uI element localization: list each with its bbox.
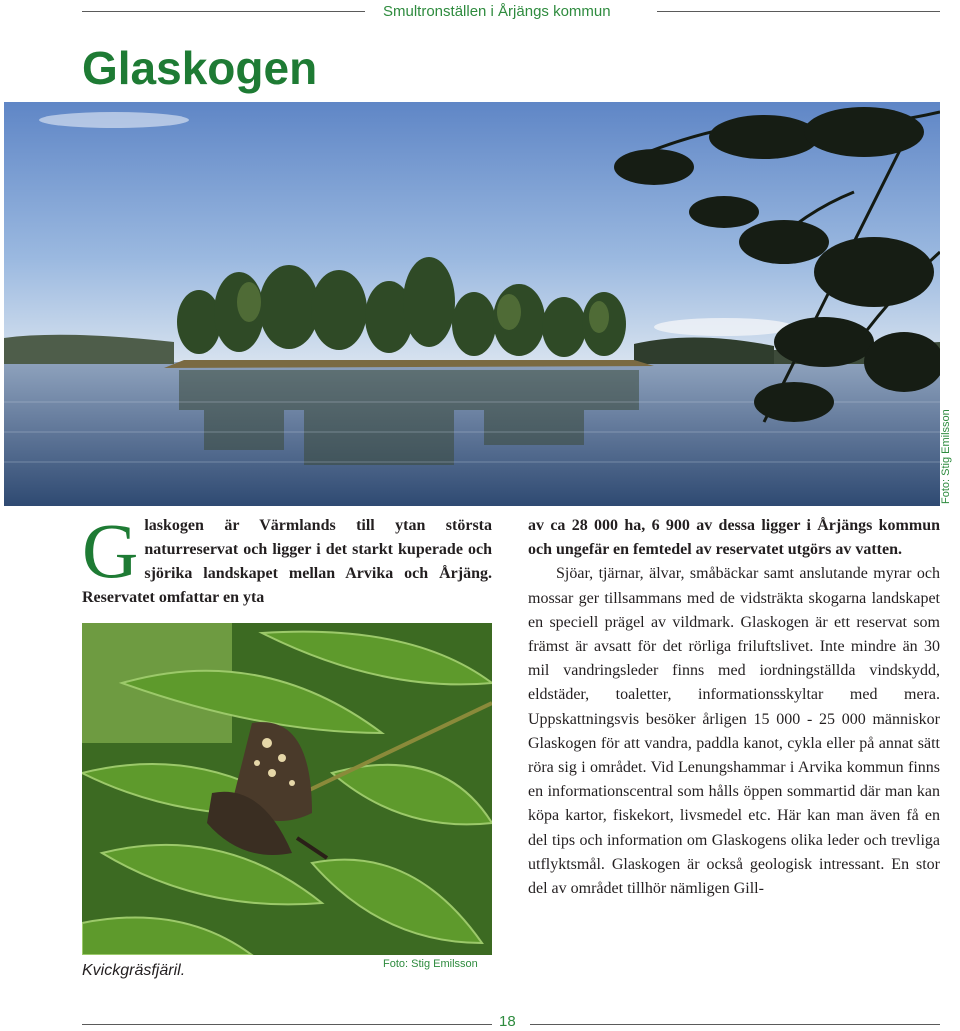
butterfly-photo-credit: Foto: Stig Emilsson: [383, 958, 478, 970]
intro-column: [82, 507, 492, 610]
body-paragraph: Sjöar, tjärnar, älvar, småbäckar samt anslutande myrar och mossar ger tillsammans med de vidsträkta skogarna landskapet en speciell prägel av vildmark. Glaskogen är ett reservat som främst är avsatt för det rörliga friluftslivet. Inte mindre än 30 mil vandringsleder finns med iordningställda vindskydd, eldstäder, toaletter, informationsskyltar med mera. Uppskattningsvis besöker årligen 15 000 - 25 000 människor Glaskogen för att vandra, paddla kanot, cykla eller på annat sätt röra sig i området. Vid Lenungshammar i Arvika kommun finns en informationscentral som hålls öppen sommartid där man kan köpa kartor, fiskekort, livsmedel etc. Här kan man även få en del tips och information om Glaskogens olika leder och trevliga utflyktsmål. Glaskogen är också geologisk intressant. En stor del av området tillhör nämligen Gill-: [528, 565, 940, 898]
butterfly-photo: [82, 623, 492, 955]
footer-rule-right: [530, 1024, 940, 1025]
intro-continuation: av ca 28 000 ha, 6 900 av dessa ligger i Årjängs kommun och ungefär en femtedel av reservatet utgörs av vatten.: [528, 517, 940, 559]
hero-photo-credit: Foto: Stig Emilsson: [940, 409, 952, 504]
footer-rule-left: [82, 1024, 492, 1025]
running-header: Smultronställen i Årjängs kommun: [383, 3, 611, 20]
intro-paragraph: [82, 507, 492, 610]
page-number: 18: [499, 1013, 516, 1030]
header-rule-left: [82, 11, 365, 12]
lake-photo: [4, 102, 940, 506]
header-rule-right: [657, 11, 940, 12]
page-title: Glaskogen: [82, 42, 318, 94]
photo-caption: Kvickgräsfjäril.: [82, 962, 186, 979]
intro-text: laskogen är Värmlands till ytan största naturreservat och ligger i det starkt kuperade och sjörika landskapet mellan Arvika och Årjäng. Reservatet omfattar en yta: [82, 517, 492, 606]
body-column: [528, 514, 940, 901]
drop-cap: G: [82, 507, 139, 594]
